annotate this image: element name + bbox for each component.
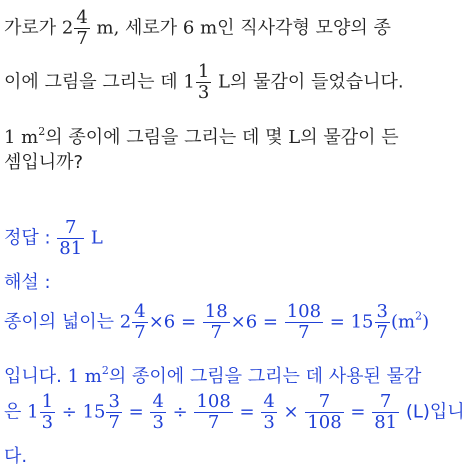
problem-line-3 <box>4 121 399 149</box>
superscript: 2 <box>101 364 109 377</box>
math-operator: × <box>277 401 305 423</box>
unit: (m <box>390 311 416 333</box>
denominator: 7 <box>207 412 220 433</box>
numerator: 1 <box>197 61 210 82</box>
explanation-line-2 <box>4 360 421 388</box>
problem-line-4 <box>4 152 83 174</box>
explanation-text: 다. <box>4 446 28 467</box>
problem-text: 가로가 <box>4 17 62 39</box>
denominator: 3 <box>152 412 164 433</box>
answer-unit: L <box>85 227 103 249</box>
answer-label: 정답 : <box>4 227 57 249</box>
explanation-area-line <box>4 302 429 343</box>
explanation-text: 은 <box>4 401 28 423</box>
problem-text: 인 직사각형 모양의 종 <box>217 17 391 39</box>
numerator: 3 <box>376 301 388 322</box>
problem-text: 의 물감이 들었습니다. <box>229 71 404 93</box>
fraction <box>132 302 147 343</box>
superscript: 2 <box>415 309 423 323</box>
problem-text: 셈입니까? <box>4 152 84 173</box>
fraction <box>150 392 165 433</box>
numerator: 7 <box>57 218 84 239</box>
answer-fraction <box>57 218 84 259</box>
mixed-whole: 15 <box>82 401 106 423</box>
math-operator: ×6 = <box>230 311 284 333</box>
numerator: 1 <box>41 391 54 412</box>
denominator: 7 <box>298 322 310 343</box>
fraction <box>203 302 230 343</box>
unit: ) <box>422 311 430 333</box>
fraction <box>305 392 343 433</box>
denominator: 3 <box>263 412 275 433</box>
fraction <box>375 302 390 343</box>
explanation-calc-line <box>4 392 465 433</box>
explanation-text: 입니다. <box>4 366 68 387</box>
fraction <box>285 302 323 343</box>
explanation-label: 해설 : <box>4 272 51 293</box>
numerator: 108 <box>286 301 322 322</box>
numerator: 7 <box>305 392 343 413</box>
mixed-whole: 2 <box>119 311 132 333</box>
denominator: 108 <box>307 412 342 433</box>
explanation-label-line <box>4 272 51 294</box>
math-operator: = <box>233 401 261 423</box>
fraction <box>196 62 211 103</box>
numerator: 108 <box>196 391 231 412</box>
denominator: 3 <box>41 412 54 433</box>
explanation-text: 종이의 넓이는 <box>4 311 120 333</box>
explanation-text: (L)입니 <box>400 401 465 423</box>
numerator: 4 <box>152 391 164 412</box>
fraction <box>372 392 399 433</box>
numerator: 7 <box>372 392 399 413</box>
fraction <box>106 392 121 433</box>
problem-unit: m <box>194 17 218 39</box>
mixed-whole: 15 <box>350 311 374 333</box>
problem-line-1 <box>4 8 391 49</box>
numerator: 4 <box>76 7 88 28</box>
denominator: 7 <box>76 28 88 49</box>
problem-line-2 <box>4 62 404 103</box>
explanation-line-4 <box>4 446 27 468</box>
problem-unit: L <box>212 71 230 93</box>
math-operator: = <box>344 401 372 423</box>
problem-unit: L <box>288 127 301 148</box>
mixed-whole: 1 <box>183 71 195 93</box>
answer-line <box>4 218 103 259</box>
superscript: 2 <box>38 125 46 138</box>
problem-number: 6 <box>182 17 195 39</box>
math-operator: = <box>324 311 351 333</box>
problem-text: 이에 그림을 그리는 데 <box>4 71 184 93</box>
fraction <box>194 392 232 433</box>
numerator: 4 <box>134 301 146 322</box>
problem-unit: 1 m <box>4 127 39 148</box>
denominator: 81 <box>59 238 83 259</box>
math-operator: ÷ <box>56 401 83 423</box>
denominator: 7 <box>210 322 222 343</box>
problem-text: 의 종이에 그림을 그리는 데 몇 <box>45 127 289 148</box>
numerator: 18 <box>204 301 228 322</box>
math-operator: ×6 = <box>148 311 202 333</box>
denominator: 7 <box>376 322 388 343</box>
fraction <box>74 8 89 49</box>
problem-text: 의 물감이 든 <box>300 127 399 148</box>
fraction <box>40 392 55 433</box>
denominator: 7 <box>134 322 146 343</box>
explanation-text: 의 종이에 그림을 그리는 데 사용된 물감 <box>108 366 422 387</box>
denominator: 7 <box>108 412 120 433</box>
denominator: 81 <box>374 412 398 433</box>
numerator: 4 <box>263 391 275 412</box>
mixed-whole: 1 <box>27 401 39 423</box>
math-operator: ÷ <box>166 401 194 423</box>
unit: 1 m <box>67 366 102 387</box>
denominator: 3 <box>197 82 210 103</box>
math-operator: = <box>122 401 150 423</box>
numerator: 3 <box>108 391 120 412</box>
mixed-whole: 2 <box>61 17 74 39</box>
problem-text: m, 세로가 <box>90 17 183 39</box>
fraction <box>261 392 276 433</box>
